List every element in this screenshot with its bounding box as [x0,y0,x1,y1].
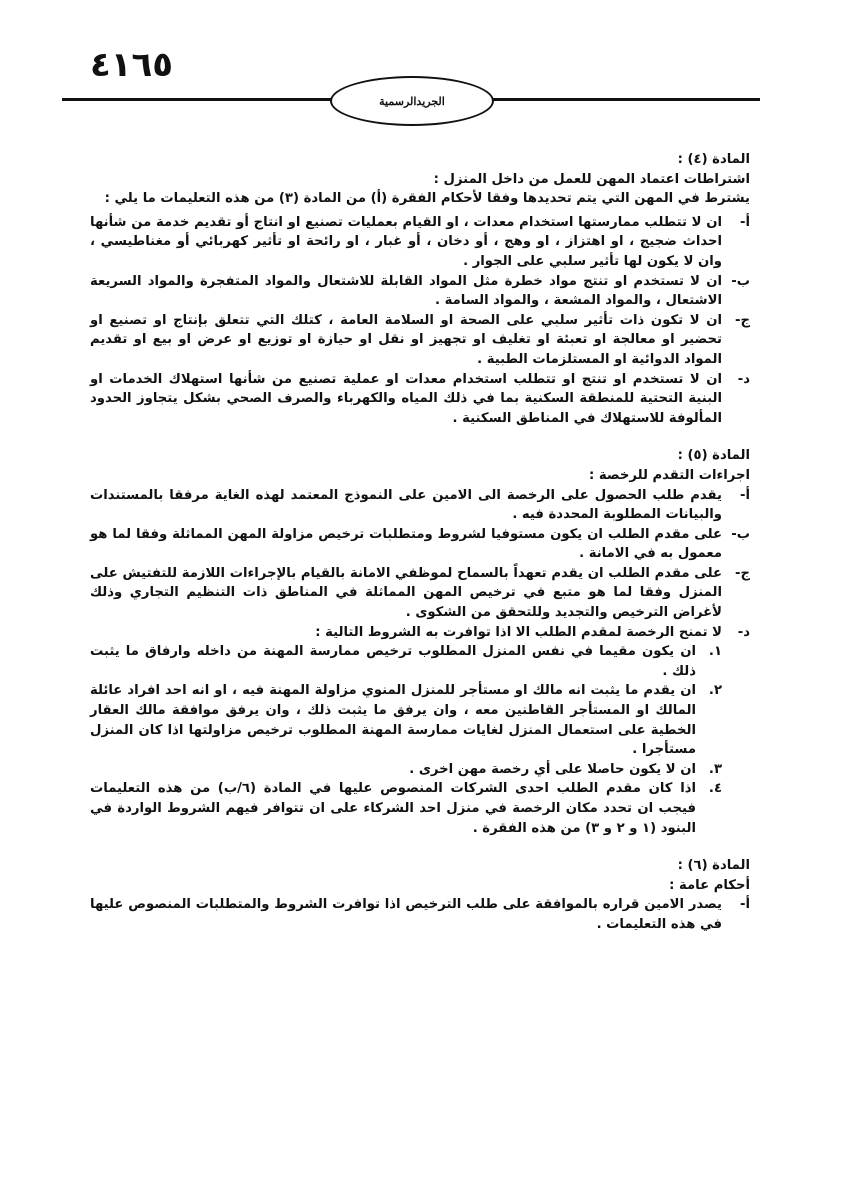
page-number: ٤١٦٥ [90,45,174,85]
article-5-item-b [90,525,750,564]
item-text: على مقدم الطلب ان يقدم تعهداً بالسماح لموظفي الامانة بالقيام بالإجراءات اللازمة للتفتيش على المنزل وفقا لما هو متبع في ترخيص المهن المماثلة في المناطق ذات التنظيم التجاري وذلك لأغراض الترخيص والتجديد وللتحقق من الشكوى . [90,565,722,621]
article-6-item-a [90,895,750,934]
article-4-title: المادة (٤) : [677,152,750,167]
item-text: ان لا تستخدم او تنتج او تتطلب استخدام معدات او عملية تصنيع من شأنها استهلاك الخدمات او البنية التحتية للمنطقة السكنية بما في ذلك المياه والكهرباء والصرف الصحي بشكل يتجاوز الحدود المألوفة للاستهلاك في المناطق السكنية . [90,371,722,426]
item-text: لا تمنح الرخصة لمقدم الطلب الا اذا توافرت به الشروط التالية : [315,624,722,640]
subitem-text: ان لا يكون حاصلا على أي رخصة مهن اخرى . [409,761,696,777]
item-text: على مقدم الطلب ان يكون مستوفيا لشروط ومتطلبات ترخيص مزاولة المهن المماثلة وفقا لما هو معمول به في الامانة . [90,526,722,562]
item-marker: د- [737,371,750,387]
journal-name-oval [330,76,494,126]
article-4-intro: يشترط في المهن التي يتم تحديدها وفقا لأحكام الفقرة (أ) من المادة (٣) من هذه التعليمات ما يلي : [104,191,750,207]
item-text: ان لا تستخدم او تنتج مواد خطرة مثل المواد القابلة للاشتعال والمواد المتفجرة والمواد السريعة الاشتعال ، والمواد المشعة ، والمواد السامة . [90,273,722,309]
item-marker: د- [737,624,750,640]
article-5-item-c [90,564,750,623]
item-text: ان لا تكون ذات تأثير سلبي على الصحة او السلامة العامة ، كتلك التي تتعلق بإنتاج او تصنيع او تحضير او معالجة او تعبئة او تغليف او تجهيز او نقل او حيازة او توزيع او عرض او بيع او تقديم المواد الدوائية او المستلزمات الطبية . [90,312,722,367]
article-4-item-b [90,272,750,311]
item-marker: ج- [735,565,750,581]
article-4-item-c [90,311,750,370]
journal-name: الجريدالرسمية [379,94,445,108]
article-5-subitem-1 [90,642,722,681]
article-6-subtitle: أحكام عامة : [669,877,750,893]
subitem-text: اذا كان مقدم الطلب احدى الشركات المنصوص عليها في المادة (٦/ب) من هذه التعليمات فيجب ان تحدد مكان الرخصة في منزل احد الشركاء على ان تتوافر فيهم الشروط الواردة في البنود (١ و ٢ و ٣) من هذه الفقرة . [90,781,696,836]
subitem-marker: ٢. [708,683,722,699]
item-marker: أ- [740,487,750,503]
document-body [90,150,750,935]
item-marker: أ- [740,214,750,230]
article-5-subitem-2 [90,681,722,759]
item-marker: ب- [731,526,750,542]
article-5-item-a [90,486,750,525]
subitem-marker: ١. [708,644,722,660]
article-5-subitem-3 [90,760,722,780]
item-text: يقدم طلب الحصول على الرخصة الى الامين على النموذج المعتمد لهذه الغاية مرفقا بالمستندات والبيانات المطلوبة المحددة فيه . [90,487,722,523]
item-marker: أ- [740,897,750,913]
item-text: يصدر الامين قراره بالموافقة على طلب الترخيص اذا توافرت الشروط والمتطلبات المنصوص عليها في هذه التعليمات . [90,897,722,932]
article-5-item-d [90,623,750,643]
article-5-subitem-4 [90,779,722,838]
article-4-subtitle: اشتراطات اعتماد المهن للعمل من داخل المنزل : [433,171,750,187]
article-6-title: المادة (٦) : [677,858,750,874]
article-5-title: المادة (٥) : [677,448,750,464]
item-text: ان لا تتطلب ممارستها استخدام معدات ، او القيام بعمليات تصنيع او انتاج أو تقديم خدمة من شأنها احداث ضجيج ، او اهتزاز ، او وهج ، أو دخان ، أو غبار ، او رائحة او تأثير كهربائي أو مغناطيسي ، وان لا يكون لها تأثير سلبي على الجوار . [90,214,722,269]
article-5-subtitle: اجراءات التقدم للرخصة : [589,467,750,483]
article-4-item-a [90,213,750,272]
item-marker: ج- [735,312,750,328]
subitem-text: ان يكون مقيما في نفس المنزل المطلوب ترخيص ممارسة المهنة من داخله وارفاق ما يثبت ذلك . [90,644,696,679]
subitem-marker: ٣. [708,761,722,777]
subitem-marker: ٤. [708,781,722,797]
subitem-text: ان يقدم ما يثبت انه مالك او مستأجر للمنزل المنوي مزاولة المهنة فيه ، او انه احد افراد عائلة المالك او المستأجر القاطنين معه ، وان يرفق ما يثبت ذلك ، وان يرفق موافقة مالك العقار الخطية على استعمال المنزل لغايات ممارسة المهنة المطلوب ترخيص مزاولتها اذا كان المنزل مستأجرا . [90,683,696,758]
item-marker: ب- [731,273,750,289]
article-4-item-d [90,370,750,429]
